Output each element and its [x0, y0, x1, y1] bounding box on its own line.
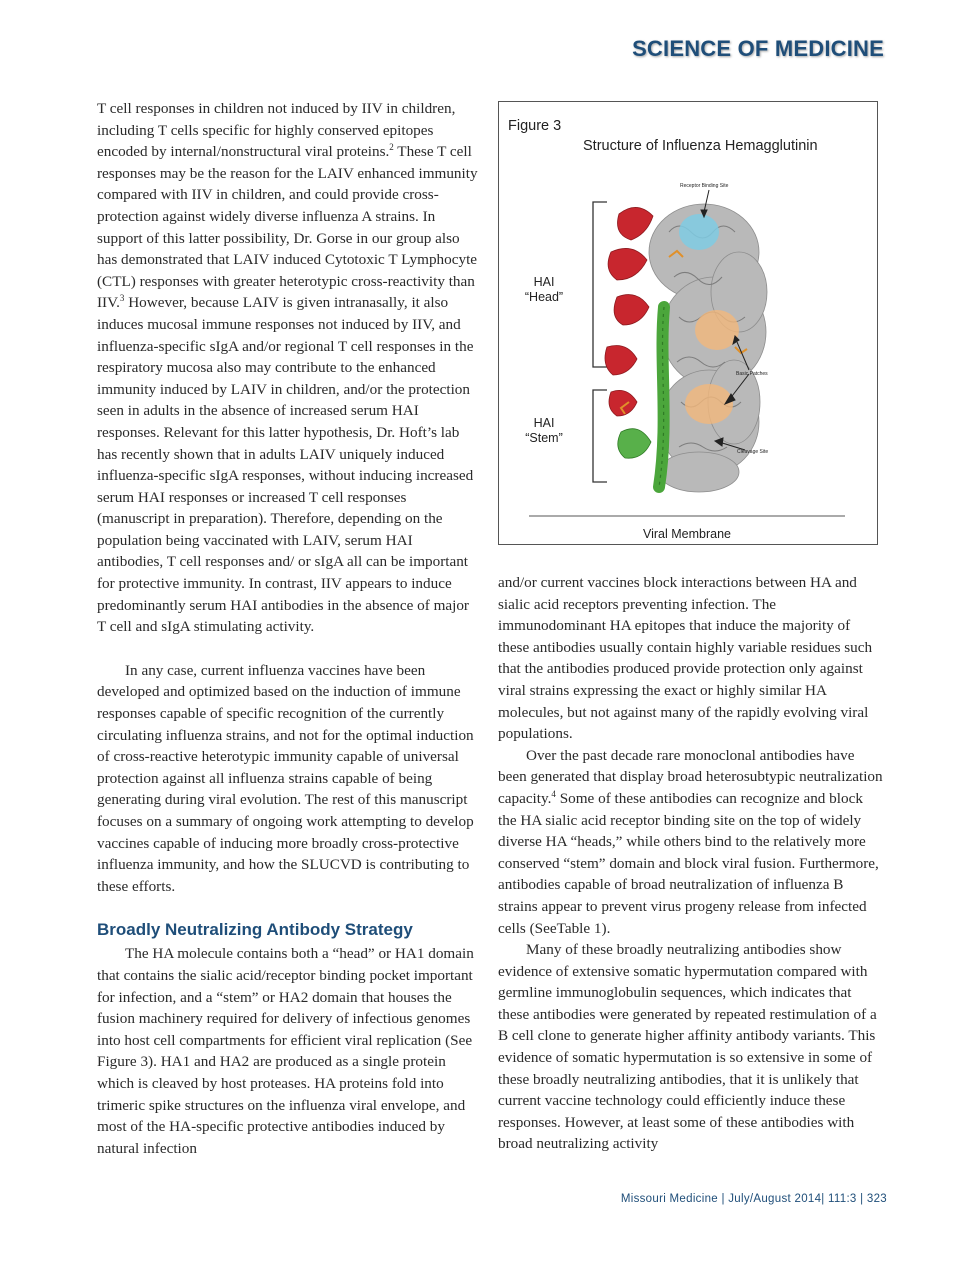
- head-bracket: [593, 202, 607, 367]
- basic-patches-label: Basic Patches: [736, 371, 768, 377]
- section-heading: Broadly Neutralizing Antibody Strategy: [97, 920, 413, 940]
- right-column: [498, 572, 884, 1155]
- figure-3: [498, 101, 878, 545]
- right-paragraph-2: Over the past decade rare monoclonal antibodies have been generated that display broad heterosubtypic neutralization capacity.$^4$ Some of these antibodies can recognize and block the HA sialic acid receptor binding site on the top of widely diverse HA “heads,” while others bind to the relatively more conserved “stem” domain and block viral fusion. Furthermore, antibodies capable of broad neutralization of influenza B strains appear to prevent virus progeny release from infected cells (SeeTable 1).: [498, 746, 883, 937]
- receptor-binding-site-label: Receptor Binding Site: [680, 183, 729, 189]
- citation-3[interactable]: 3: [119, 293, 125, 304]
- cleavage-site-label: Cleavage Site: [737, 449, 769, 455]
- stem-bracket: [593, 390, 607, 482]
- left-paragraph-1: T cell responses in children not induced by IIV in children, including T cells specific for highly conserved epitopes encoded by internal/nonstructural viral proteins.$^2$ These T cell responses may be the reason for the LAIV enhanced immunity compared with IIV in children, and could provide cross-protection against widely diverse influenza A strains. In support of this latter possibility, Dr. Gorse in our group also has demonstrated that LAIV induced Cytotoxic T Lymphocyte (CTL) responses with greater heterotypic cross-reactivity than IIV.$^3$ However, because LAIV is given intranasally, it also induces mucosal immune responses not induced by IIV, and influenza-specific sIgA and/or regional T cell responses in the respiratory mucosa also may contribute to the enhanced immunity induced by LAIV in children, and/or the protection seen in adults in the absence of increased serum HAI responses. Relevant for this latter hypothesis, Dr. Hoft’s lab has recently shown that in adults LAIV uniquely induced influenza-specific sIgA responses, without inducing increased serum HAI responses or increased T cell responses (manuscript in preparation). Therefore, depending on the population being vaccinated with LAIV, serum HAI antibodies, T cell responses and/ or sIgA all can be important for protective immunity. In contrast, IIV appears to induce predominantly serum HAI antibodies in the absence of major T cell and sIgA stimulating activity.: [97, 100, 478, 636]
- page-footer: Missouri Medicine | July/August 2014| 111:3 | 323: [620, 1193, 887, 1205]
- section-header: SCIENCE OF MEDICINE: [632, 36, 884, 61]
- right-paragraph-1: and/or current vaccines block interactions between HA and sialic acid receptors preventing infection. The immunodominant HA epitopes that induce the majority of these antibodies usually contain highly variable residues such that the antibodies produced provide protection only against viral strains expressing the exact or highly similar HA molecules, but not against many of the rapidly evolving viral populations.: [498, 574, 873, 743]
- figure-title: Structure of Influenza Hemagglutinin: [583, 138, 818, 154]
- left-paragraph-2: In any case, current influenza vaccines have been developed and optimized based on the induction of immune responses capable of specific recognition of the currently circulating influenza strains, and not for the optimal induction of cross-reactive heterotypic immunity capable of universal protection against all influenza strains capable of being generating during viral evolution. The rest of this manuscript focuses on a summary of ongoing work attempting to develop vaccines capable of inducing more broadly cross-protective influenza immunity, and how the SLUCVD is contributing to these efforts.: [97, 661, 474, 895]
- head-label-line-1: HAI: [533, 275, 555, 289]
- head-label-line-2: “Head”: [524, 290, 564, 304]
- right-paragraph-3: Many of these broadly neutralizing antibodies show evidence of extensive somatic hypermutation compared with germline immunoglobulin sequences, which indicates that these antibodies were generated by repeated restimulation of a B cell clone to generate higher affinity antibody variants. This evidence of somatic hypermutation is so extensive in some of these broadly neutralizing antibodies, that it is unlikely that current vaccine technology could efficiently induce these responses. However, at least some of these antibodies with broad neutralizing activity: [498, 941, 877, 1153]
- basic-patch-upper: [695, 310, 739, 350]
- viral-membrane-label: Viral Membrane: [642, 527, 732, 541]
- left-column: [97, 98, 479, 1159]
- citation-4[interactable]: 4: [551, 788, 556, 799]
- left-paragraph-3: The HA molecule contains both a “head” or HA1 domain that contains the sialic acid/receptor binding pocket important for infection, and a “stem” or HA2 domain that houses the fusion machinery required for delivery of infectious genomes into host cell compartments for efficient viral replication (See Figure 3). HA1 and HA2 are produced as a single protein which is cleaved by host proteases. HA proteins fold into trimeric spike structures on the influenza viral envelope, and most of the HA-specific protective antibodies induced by natural infection: [97, 945, 474, 1157]
- protein-red-chain: [605, 207, 653, 416]
- receptor-binding-site-marker: [679, 214, 719, 250]
- hemagglutinin-structure-diagram: [499, 102, 879, 546]
- stem-label-line-2: “Stem”: [525, 431, 563, 445]
- citation-2[interactable]: 2: [389, 142, 394, 153]
- stem-label-line-1: HAI: [533, 416, 555, 430]
- figure-label: Figure 3: [508, 118, 562, 134]
